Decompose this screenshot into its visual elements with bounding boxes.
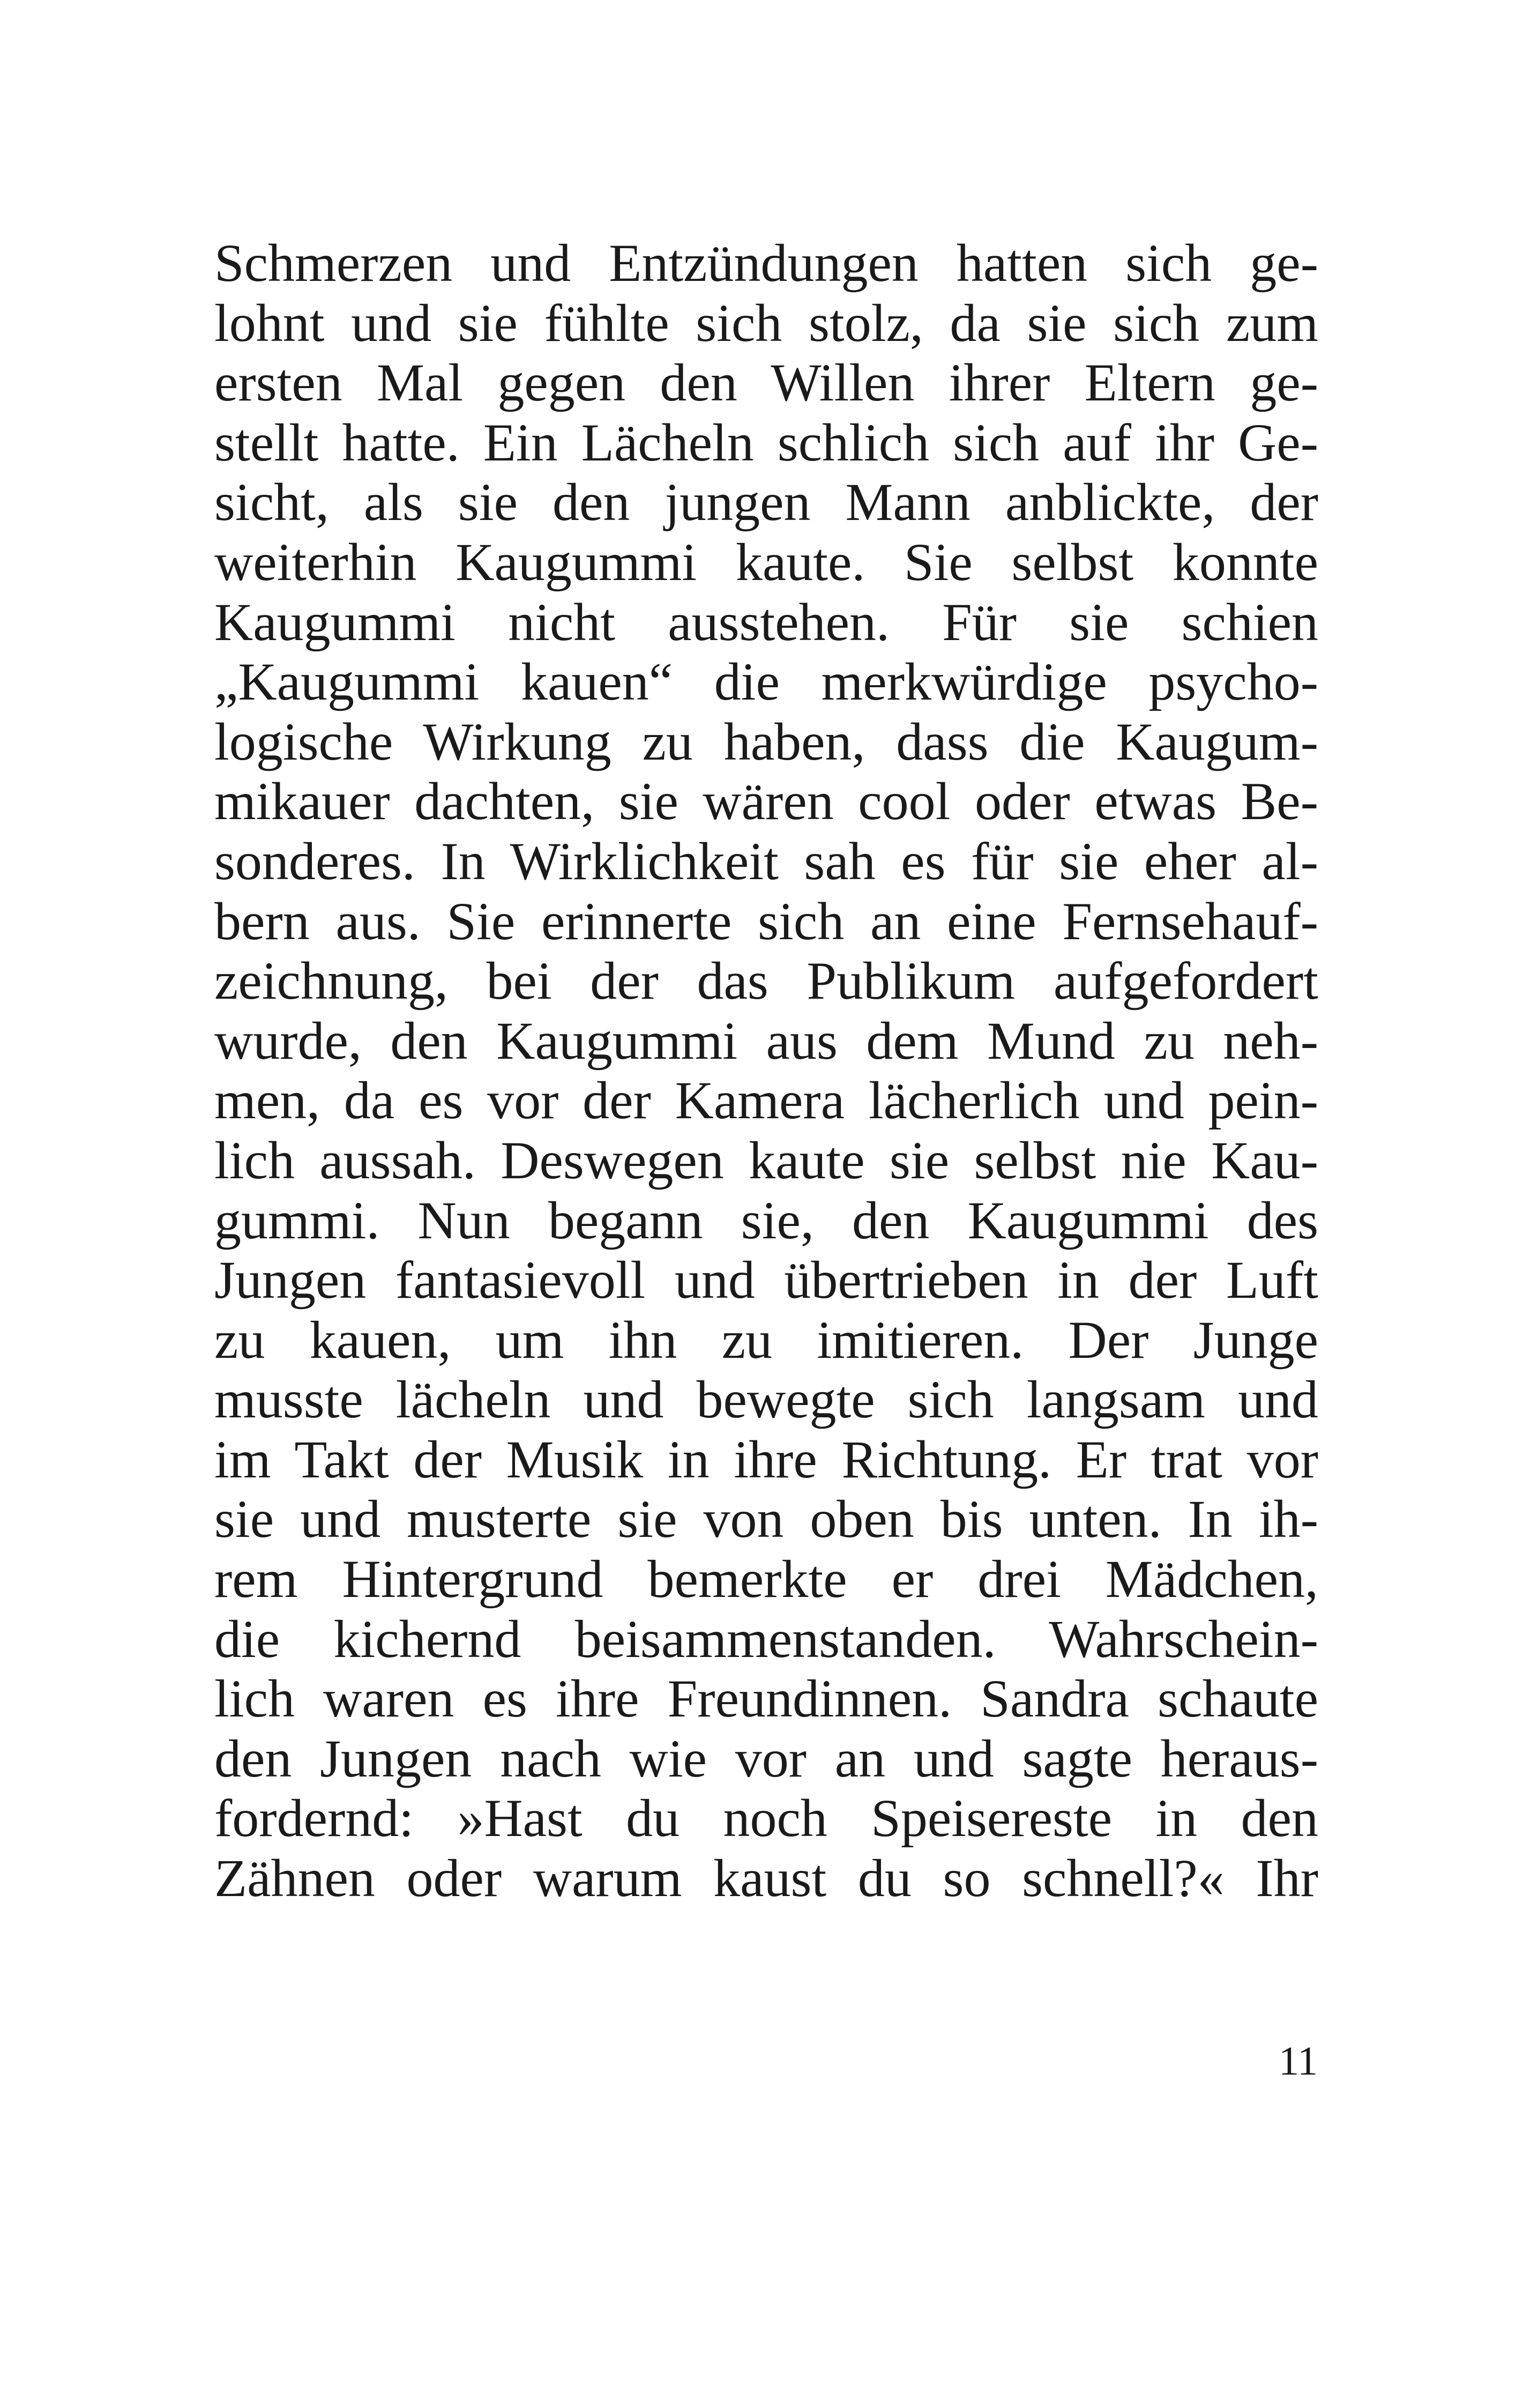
text-line: logische Wirkung zu haben, dass die Kaugum- <box>214 711 1318 771</box>
text-line: lohnt und sie fühlte sich stolz, da sie sich zum <box>214 293 1318 353</box>
text-line: musste lächeln und bewegte sich langsam und <box>214 1370 1318 1430</box>
body-text <box>214 233 1318 1908</box>
text-line: im Takt der Musik in ihre Richtung. Er trat vor <box>214 1429 1318 1489</box>
text-line: weiterhin Kaugummi kaute. Sie selbst konnte <box>214 532 1318 592</box>
text-line: Zähnen oder warum kaust du so schnell?« Ihr <box>214 1848 1318 1908</box>
text-line: gummi. Nun begann sie, den Kaugummi des <box>214 1190 1318 1250</box>
text-line: lich waren es ihre Freundinnen. Sandra schaute <box>214 1669 1318 1729</box>
text-line: sie und musterte sie von oben bis unten. In ih- <box>214 1489 1318 1549</box>
text-line: stellt hatte. Ein Lächeln schlich sich auf ihr Ge- <box>214 412 1318 472</box>
text-line: ersten Mal gegen den Willen ihrer Eltern ge- <box>214 353 1318 413</box>
text-line: sicht, als sie den jungen Mann anblickte, der <box>214 472 1318 532</box>
text-line: zeichnung, bei der das Publikum aufgefordert <box>214 951 1318 1011</box>
text-line: rem Hintergrund bemerkte er drei Mädchen, <box>214 1549 1318 1609</box>
text-line: die kichernd beisammenstanden. Wahrschein- <box>214 1609 1318 1669</box>
text-line: men, da es vor der Kamera lächerlich und pein- <box>214 1071 1318 1131</box>
text-line: fordernd: »Hast du noch Speisereste in den <box>214 1788 1318 1848</box>
text-line: zu kauen, um ihn zu imitieren. Der Junge <box>214 1310 1318 1370</box>
text-line: sonderes. In Wirklichkeit sah es für sie eher al- <box>214 831 1318 891</box>
text-line: Kaugummi nicht ausstehen. Für sie schien <box>214 592 1318 652</box>
text-line: wurde, den Kaugummi aus dem Mund zu neh- <box>214 1010 1318 1071</box>
text-line: „Kaugummi kauen“ die merkwürdige psycho- <box>214 652 1318 712</box>
page-number: 11 <box>1278 2039 1318 2084</box>
text-line: bern aus. Sie erinnerte sich an eine Fernsehauf- <box>214 891 1318 951</box>
text-line: Jungen fantasievoll und übertrieben in der Luft <box>214 1250 1318 1310</box>
text-line: Schmerzen und Entzündungen hatten sich ge- <box>214 233 1318 293</box>
text-line: den Jungen nach wie vor an und sagte heraus- <box>214 1728 1318 1788</box>
text-line: mikauer dachten, sie wären cool oder etwas Be- <box>214 771 1318 831</box>
text-line: lich aussah. Deswegen kaute sie selbst nie Kau- <box>214 1130 1318 1190</box>
